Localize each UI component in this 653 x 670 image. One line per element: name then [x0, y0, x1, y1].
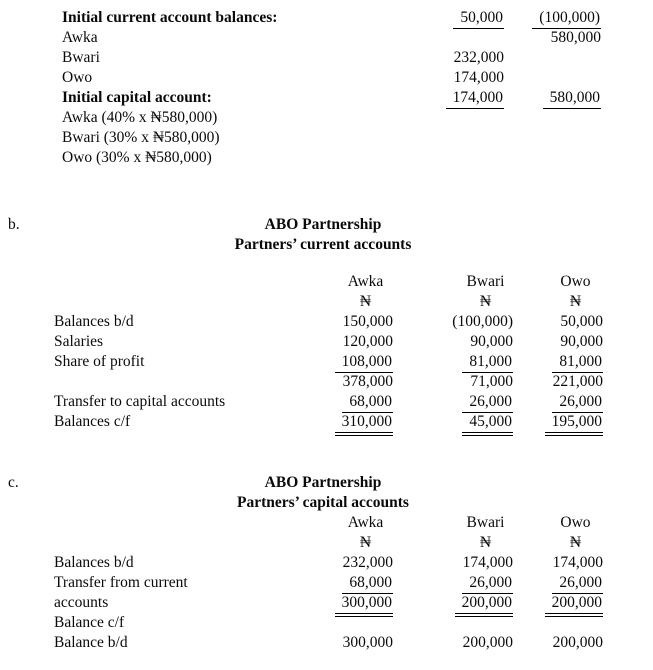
amount-cell: 50,000: [390, 8, 504, 29]
table-row: [62, 88, 653, 108]
row-label: Balances b/d: [54, 313, 134, 330]
naira-symbol: ₦: [359, 293, 372, 310]
table-row: [54, 372, 653, 392]
amount-cell: 580,000: [504, 88, 601, 109]
naira-symbol: ₦: [479, 534, 492, 551]
amount-bwari: 174,000: [462, 554, 513, 571]
amount-awka: 68,000: [304, 573, 393, 594]
table-row: [62, 128, 653, 148]
currency-row: [54, 292, 653, 312]
table-row: [54, 412, 653, 432]
table-row: [54, 392, 653, 412]
amount-awka: 68,000: [304, 392, 393, 413]
row-label: Bwari: [62, 49, 100, 66]
amount-bwari: 45,000: [393, 412, 513, 436]
amount-awka: 120,000: [342, 333, 393, 350]
row-label: Balances c/f: [54, 413, 131, 430]
amount-cell: 232,000: [453, 49, 504, 66]
amount-owo: 221,000: [552, 373, 603, 390]
row-label: Balance b/d: [54, 634, 128, 651]
row-label: Owo: [62, 69, 93, 86]
amount-awka: 232,000: [342, 554, 393, 571]
table-row: [62, 108, 653, 128]
section-title: ABO Partnership: [264, 216, 382, 233]
amount-awka: 300,000: [342, 634, 393, 651]
amount-bwari: 71,000: [470, 373, 513, 390]
amount-bwari: 200,000: [393, 593, 513, 617]
naira-symbol: ₦: [359, 534, 372, 551]
naira-symbol: ₦: [479, 293, 492, 310]
table-row: [62, 28, 653, 48]
column-header-awka: Awka: [347, 273, 384, 290]
capital-accounts-section: [0, 473, 653, 653]
row-label: Initial current account balances:: [62, 9, 278, 26]
amount-owo: 81,000: [513, 352, 603, 373]
column-header-owo: Owo: [560, 273, 591, 290]
table-row: [54, 593, 653, 613]
table-row: [62, 8, 653, 28]
row-label: Owo (30% x ₦580,000): [62, 149, 212, 166]
row-label: accounts: [54, 594, 109, 611]
amount-owo: 195,000: [513, 412, 603, 436]
section-title: ABO Partnership: [264, 474, 382, 491]
amount-bwari: 90,000: [470, 333, 513, 350]
amount-bwari: (100,000): [452, 313, 513, 330]
row-label: Initial capital account:: [62, 89, 212, 106]
row-label: Awka (40% x ₦580,000): [62, 109, 218, 126]
amount-owo: 26,000: [513, 392, 603, 413]
column-header-row: [54, 272, 653, 292]
section-subtitle: Partners’ capital accounts: [237, 494, 409, 511]
row-label: Salaries: [54, 333, 104, 350]
row-label: Balance c/f: [54, 614, 125, 631]
table-row: [62, 48, 653, 68]
amount-awka: 378,000: [342, 373, 393, 390]
amount-awka: 108,000: [304, 352, 393, 373]
column-header-bwari: Bwari: [466, 514, 505, 531]
table-row: [54, 553, 653, 573]
amount-owo: 50,000: [560, 313, 603, 330]
amount-owo: 200,000: [552, 634, 603, 651]
amount-awka: 300,000: [304, 593, 393, 617]
table-row: [54, 332, 653, 352]
naira-symbol: ₦: [569, 293, 582, 310]
currency-row: [54, 533, 653, 553]
amount-bwari: 81,000: [393, 352, 513, 373]
table-row: [54, 573, 653, 593]
section-b-marker: b.: [8, 216, 20, 233]
current-accounts-section: [0, 215, 653, 432]
amount-owo: 200,000: [513, 593, 603, 617]
naira-symbol: ₦: [569, 534, 582, 551]
amount-bwari: 26,000: [393, 392, 513, 413]
amount-awka: 150,000: [342, 313, 393, 330]
section-c-marker: c.: [8, 474, 19, 491]
amount-cell: 580,000: [550, 29, 601, 46]
column-header-row: [54, 513, 653, 533]
row-label: Balances b/d: [54, 554, 134, 571]
amount-bwari: 200,000: [462, 634, 513, 651]
row-label: Transfer from current: [54, 574, 188, 591]
amount-cell: [390, 28, 504, 48]
column-header-awka: Awka: [347, 514, 384, 531]
amount-cell: [504, 48, 601, 68]
row-label: Awka: [62, 29, 98, 46]
row-label: Bwari (30% x ₦580,000): [62, 129, 220, 146]
row-label: Transfer to capital accounts: [54, 393, 226, 410]
amount-cell: [504, 68, 601, 88]
amount-owo: 26,000: [513, 573, 603, 594]
amount-awka: 310,000: [304, 412, 393, 436]
row-label: Share of profit: [54, 353, 145, 370]
amount-owo: 90,000: [560, 333, 603, 350]
table-row: [62, 148, 653, 168]
table-row: [54, 352, 653, 372]
amount-cell: 174,000: [390, 88, 504, 109]
amount-cell: (100,000): [504, 8, 601, 29]
amount-owo: 174,000: [552, 554, 603, 571]
initial-balances-section: [0, 0, 653, 168]
table-row: [54, 312, 653, 332]
table-row: [62, 68, 653, 88]
section-subtitle: Partners’ current accounts: [234, 236, 412, 253]
amount-cell: 174,000: [453, 69, 504, 86]
column-header-owo: Owo: [560, 514, 591, 531]
column-header-bwari: Bwari: [466, 273, 505, 290]
row-label: [54, 372, 304, 392]
amount-bwari: 26,000: [393, 573, 513, 594]
table-row: [54, 613, 653, 633]
table-row: [54, 633, 653, 653]
